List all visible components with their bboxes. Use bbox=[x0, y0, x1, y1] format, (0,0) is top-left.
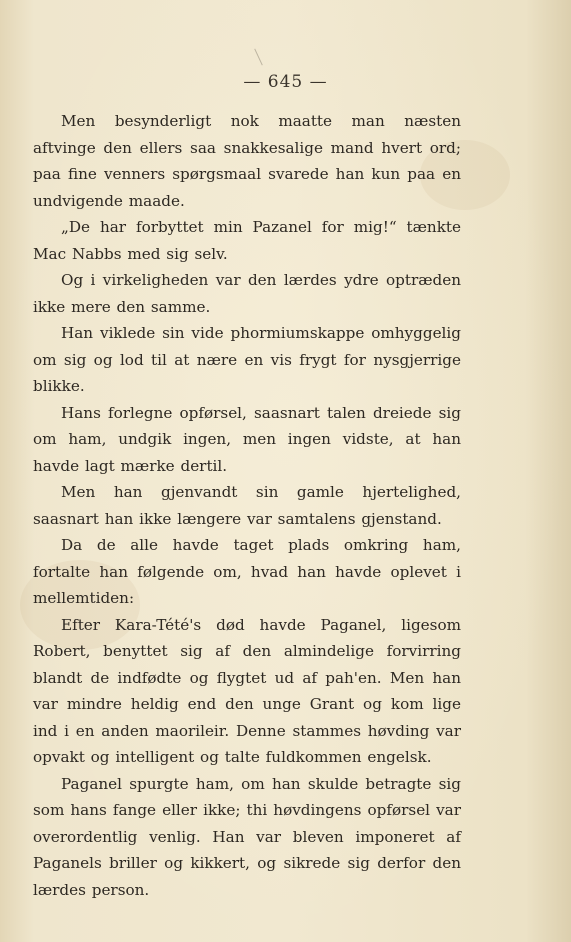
paragraph: Han viklede sin vide phormiumskappe omhyggelig om sig og lod til at nære en vis frygt for nysgjerrige blikke. bbox=[33, 324, 461, 395]
paragraph: Hans forlegne opførsel, saasnart talen dreiede sig om ham, undgik ingen, men ingen vidste, at han havde lagt mærke dertil. bbox=[33, 403, 461, 475]
paragraph: Men besynderligt nok maatte man næsten aftvinge den ellers saa snakkesalige mand hvert ord; paa fine venners spørgsmaal svarede han kun paa en undvigende maade. bbox=[33, 112, 461, 210]
paragraph: Men han gjenvandt sin gamle hjertelighed, saasnart han ikke længere var samtalens gjenstand. bbox=[33, 483, 461, 528]
paper-mark bbox=[254, 49, 263, 66]
paragraph: Efter Kara-Tété's død havde Paganel, ligesom Robert, benyttet sig af den almindelige forvirring blandt de indfødte og flygtet ud af pah'en. Men han var mindre heldig end den unge Grant og kom lige ind i en anden maorileir. Denne stammes høvding var opvakt og intelligent og talte fuldkommen engelsk. bbox=[33, 615, 461, 766]
paragraph: Og i virkeligheden var den lærdes ydre optræden ikke mere den samme. bbox=[33, 271, 461, 316]
page-number: — 645 — bbox=[243, 72, 328, 92]
body-text bbox=[33, 108, 461, 903]
paragraph: Da de alle havde taget plads omkring ham, fortalte han følgende om, hvad han havde oplevet i mellemtiden: bbox=[33, 536, 461, 607]
paragraph: Paganel spurgte ham, om han skulde betragte sig som hans fange eller ikke; thi høvdingens opførsel var overordentlig venlig. Han var bleven imponeret af Paganels briller og kikkert, og sikrede sig derfor den lærdes person. bbox=[33, 774, 461, 899]
paragraph: „De har forbyttet min Pazanel for mig!“ tænkte Mac Nabbs med sig selv. bbox=[33, 218, 461, 263]
